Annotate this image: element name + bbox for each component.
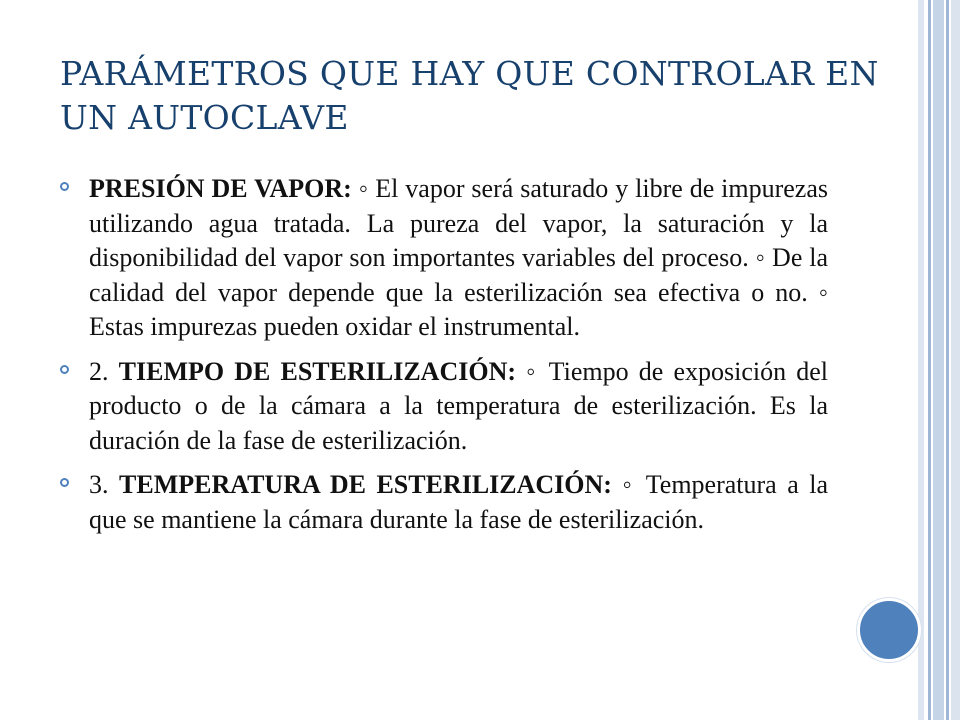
- circle-bullet-icon: [60, 478, 69, 487]
- bullet-item-temperatura: [60, 468, 828, 537]
- decorative-bar-edge: [951, 0, 960, 720]
- bullet-heading: TEMPERATURA DE ESTERILIZACIÓN:: [119, 470, 612, 499]
- bullet-body: ◦ Tiempo de exposición del producto o de la cámara a la temperatura de esterilización. Es la duración de la fase de esterilización.: [89, 356, 828, 455]
- decorative-bar-mid: [933, 0, 944, 720]
- bullet-text: [89, 468, 828, 537]
- bullet-body: ◦ El vapor será saturado y libre de impurezas utilizando agua tratada. La pureza del vapor, la saturación y la disponibilidad del vapor son importantes variables del proceso. ◦ De la calidad del vapor depende que la esterilización sea efectiva o no. ◦ Estas impurezas pueden oxidar el instrumental.: [89, 174, 828, 341]
- decorative-bar-dark: [928, 0, 931, 720]
- bullet-item-tiempo: [60, 355, 828, 459]
- circle-bullet-icon: [60, 182, 69, 191]
- bullet-list: [60, 172, 828, 547]
- bullet-number: 3.: [89, 470, 120, 499]
- bullet-text: [89, 172, 828, 345]
- circle-bullet-icon: [60, 365, 69, 374]
- bullet-number: 2.: [89, 356, 119, 386]
- decorative-bar-dark: [946, 0, 949, 720]
- bullet-text: [89, 355, 828, 459]
- bullet-body: ◦ Temperatura a la que se mantiene la cámara durante la fase de esterilización.: [89, 470, 829, 534]
- bullet-heading: PRESIÓN DE VAPOR:: [89, 174, 352, 203]
- bullet-item-presion: [60, 172, 828, 345]
- decorative-circle: [857, 598, 921, 662]
- bullet-heading: TIEMPO DE ESTERILIZACIÓN:: [118, 356, 516, 386]
- slide-title: PARÁMETROS QUE HAY QUE CONTROLAR EN UN AUTOCLAVE: [60, 54, 879, 137]
- decorative-bar-light: [918, 0, 924, 720]
